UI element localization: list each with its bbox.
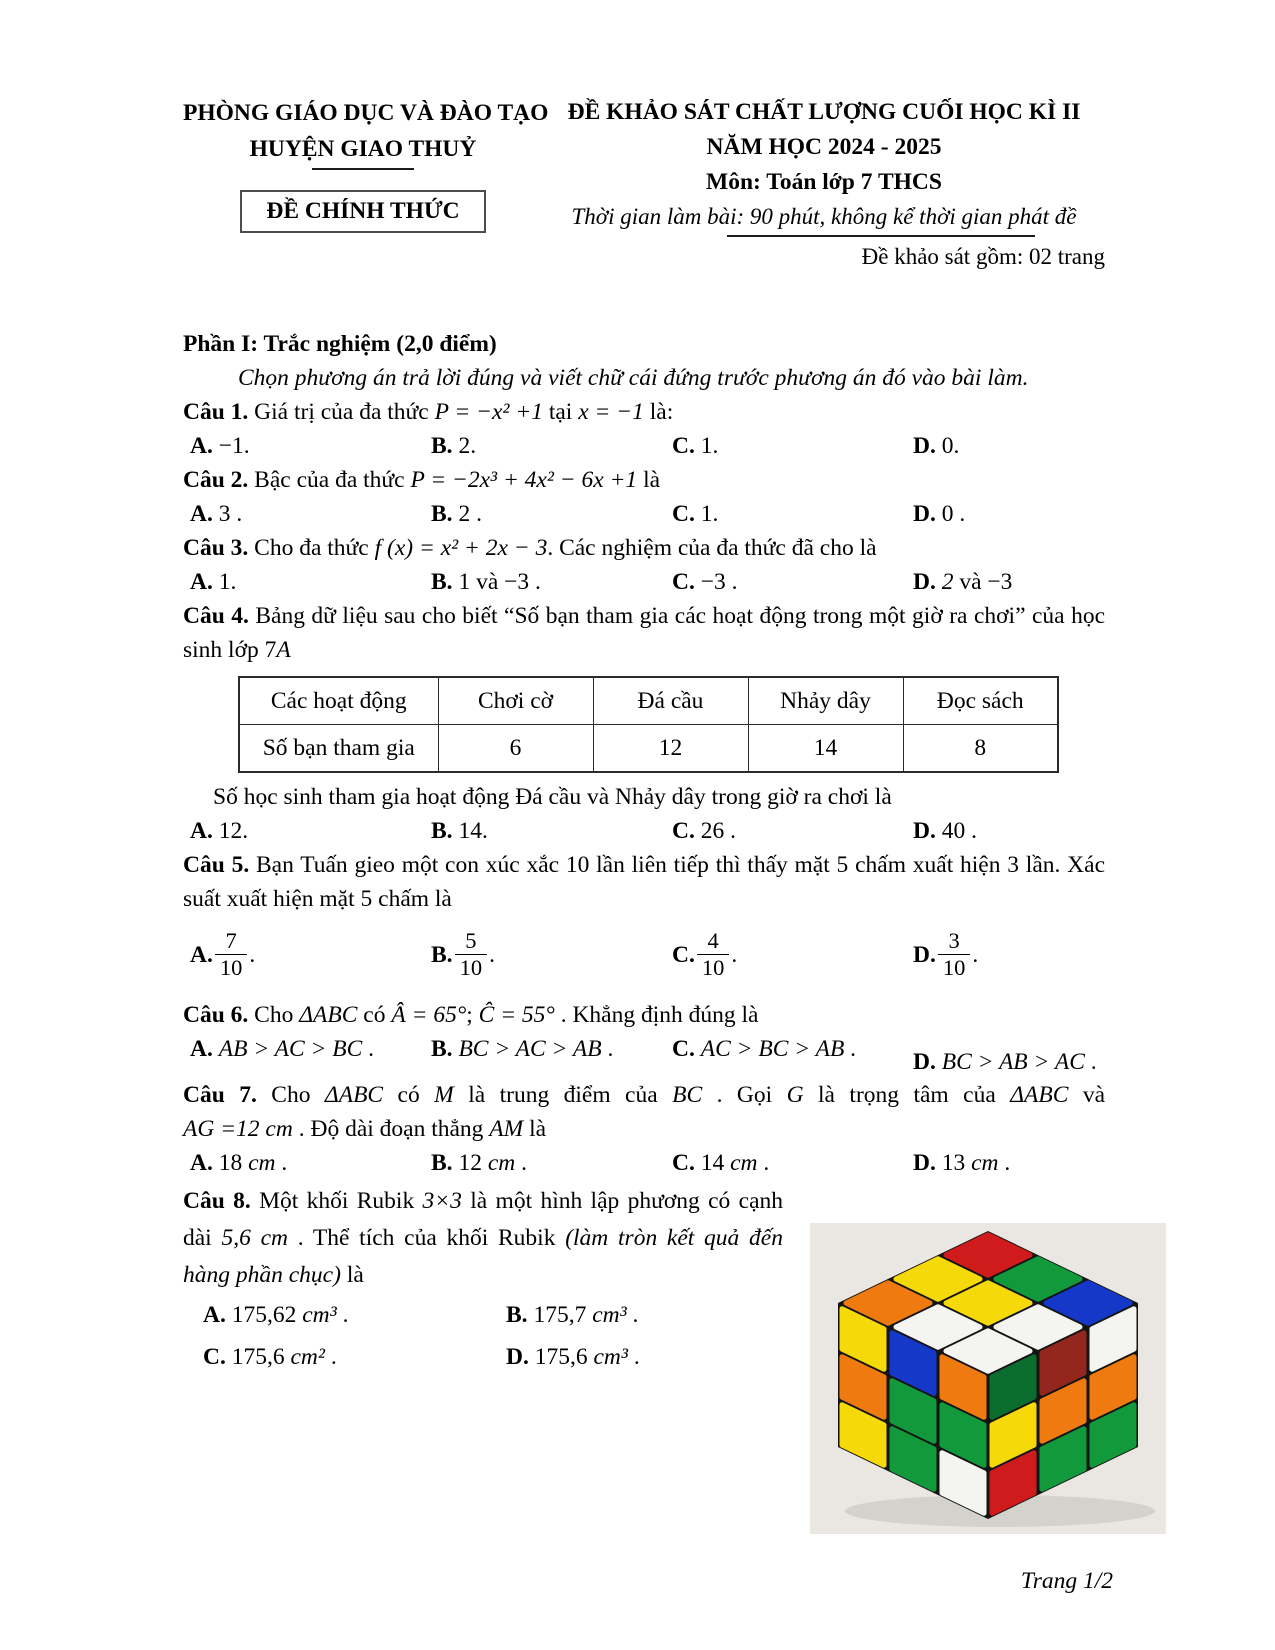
table-value-cell: 14 — [748, 725, 903, 773]
option-letter: B. — [431, 1036, 453, 1062]
option-letter: C. — [203, 1344, 226, 1370]
option-a: A. −1. — [190, 433, 250, 459]
math-expression: ΔABC — [1010, 1082, 1069, 1108]
fraction-numerator: 4 — [707, 927, 719, 953]
question-3 — [183, 531, 1105, 599]
question-6 — [183, 998, 1105, 1075]
question-4-label: Câu 4. — [183, 603, 249, 629]
option-letter: A. — [203, 1302, 226, 1328]
option-c: C. 26 . — [672, 818, 736, 844]
option-letter: C. — [672, 433, 695, 459]
question-8-label: Câu 8. — [183, 1188, 251, 1214]
district-name-underline — [312, 168, 414, 170]
subject-line: Môn: Toán lớp 7 THCS — [706, 169, 942, 195]
math-expression: AB > AC > BC — [218, 1036, 363, 1062]
math-expression: 5,6 cm — [221, 1225, 288, 1251]
option-letter: D. — [913, 1150, 936, 1176]
option-a: A. 1. — [190, 569, 237, 595]
option-c: C. AC > BC > AB . — [672, 1036, 857, 1062]
option-a: A. 12. — [190, 818, 249, 844]
option-c: C. 1. — [672, 433, 719, 459]
math-expression: cm³ — [593, 1344, 628, 1370]
rubik-cube-photo — [810, 1223, 1166, 1534]
part1-instruction: Chọn phương án trả lời đúng và viết chữ cái đứng trước phương án đó vào bài làm. — [238, 365, 1029, 391]
option-b: B. 2. — [431, 433, 477, 459]
option-d: D. $\frac{3}{10}$ . — [913, 927, 979, 980]
option-letter: B. — [431, 433, 453, 459]
question-4-line-1: Câu 4. Bảng dữ liệu sau cho biết “Số bạn tham gia các hoạt động trong một giờ ra chơi” của học — [183, 603, 1105, 629]
question-3-options — [183, 565, 1105, 599]
option-letter: D. — [913, 501, 936, 527]
option-d: D. 40 . — [913, 818, 977, 844]
option-c: C. $\frac{4}{10}$ . — [672, 927, 738, 980]
option-letter: D. — [913, 569, 936, 595]
math-expression: f (x) = x² + 2x − 3 — [374, 535, 548, 561]
option-letter: B. — [431, 941, 453, 968]
option-letter: D. — [913, 818, 936, 844]
option-c: C. 1. — [672, 501, 719, 527]
math-expression: G — [786, 1082, 804, 1108]
question-8-line-3: hàng phần chục) là — [183, 1262, 364, 1288]
math-expression: BC — [672, 1082, 703, 1108]
table-header-cell: Các hoạt động — [239, 677, 438, 725]
math-expression: P = −2x³ + 4x² − 6x +1 — [410, 467, 638, 493]
questions-list — [183, 395, 1105, 1534]
italic-text: (làm tròn kết quả đến — [565, 1225, 783, 1251]
option-d: D. 175,6 cm³ . — [506, 1344, 640, 1370]
question-4 — [183, 599, 1105, 848]
question-2-options — [183, 497, 1105, 531]
question-1 — [183, 395, 1105, 463]
question-5-line-2: suất xuất hiện mặt 5 chấm là — [183, 886, 452, 912]
question-8-text — [183, 1183, 783, 1534]
question-4-line-2: sinh lớp 7A — [183, 637, 291, 663]
option-letter: A. — [190, 1036, 213, 1062]
duration-line: Thời gian làm bài: 90 phút, không kể thời gian phát đề — [571, 204, 1077, 229]
math-expression: cm — [248, 1150, 276, 1176]
question-5-options — [183, 918, 1105, 994]
duration-underline — [727, 235, 1035, 237]
question-1-label: Câu 1. — [183, 399, 249, 425]
question-2-line-1: Câu 2. Bậc của đa thức P = −2x³ + 4x² − 6x +1 là — [183, 467, 661, 493]
question-4-subquestion: Số học sinh tham gia hoạt động Đá cầu và Nhảy dây trong giờ ra chơi là — [213, 784, 892, 810]
option-a: A. $\frac{7}{10}$ . — [190, 927, 256, 980]
math-expression: BC > AB > AC — [941, 1049, 1085, 1075]
option-d: D. 13 cm . — [913, 1150, 1011, 1176]
pages-note: Đề khảo sát gồm: 02 trang — [861, 244, 1105, 269]
option-letter: B. — [431, 501, 453, 527]
question-5 — [183, 848, 1105, 994]
table-value-cell: 12 — [593, 725, 748, 773]
activities-table — [238, 676, 1059, 773]
fraction-denominator: 10 — [215, 954, 248, 981]
question-8-options-row-1 — [183, 1294, 783, 1336]
math-expression: Â = 65° — [391, 1002, 467, 1028]
math-expression: AC > BC > AB — [700, 1036, 845, 1062]
option-a: A. 18 cm . — [190, 1150, 288, 1176]
question-6-label: Câu 6. — [183, 1002, 249, 1028]
math-expression: A — [276, 637, 291, 663]
question-8 — [183, 1183, 1105, 1534]
math-expression: M — [434, 1082, 454, 1108]
question-7-line-1: Câu 7. Cho ΔABC có M là trung điểm của BC . Gọi G là trọng tâm của ΔABC và — [183, 1082, 1105, 1108]
fraction-denominator: 10 — [697, 954, 730, 981]
question-7-options — [183, 1146, 1105, 1180]
question-7-label: Câu 7. — [183, 1082, 257, 1108]
math-expression: x = −1 — [578, 399, 644, 425]
question-5-line-1: Câu 5. Bạn Tuấn gieo một con xúc xắc 10 lần liên tiếp thì thấy mặt 5 chấm xuất hiện 3 lần. Xác — [183, 852, 1105, 878]
option-letter: D. — [913, 941, 936, 968]
question-8-line-2: dài 5,6 cm . Thể tích của khối Rubik (làm tròn kết quả đến — [183, 1225, 783, 1251]
option-b: B. BC > AC > AB . — [431, 1036, 614, 1062]
option-d: D. 2 và −3 — [913, 569, 1013, 595]
option-c: C. −3 . — [672, 569, 738, 595]
option-letter: C. — [672, 1036, 695, 1062]
option-letter: B. — [431, 569, 453, 595]
option-d: D. 0 . — [913, 501, 966, 527]
table-row-label: Số bạn tham gia — [239, 725, 438, 773]
option-letter: C. — [672, 501, 695, 527]
fraction-numerator: 5 — [465, 927, 477, 953]
option-d: D. 0. — [913, 433, 960, 459]
math-expression: ΔABC — [324, 1082, 384, 1108]
option-a: A. AB > AC > BC . — [190, 1036, 375, 1062]
question-7 — [183, 1078, 1105, 1180]
option-b: B. 2 . — [431, 501, 482, 527]
question-8-options-row-2 — [183, 1336, 783, 1378]
question-1-options — [183, 429, 1105, 463]
math-expression: AG =12 cm — [183, 1116, 293, 1142]
math-expression: cm — [487, 1150, 516, 1176]
option-letter: A. — [190, 501, 213, 527]
math-expression: cm³ — [302, 1302, 337, 1328]
table-header-cell: Chơi cờ — [438, 677, 593, 725]
option-letter: C. — [672, 818, 695, 844]
table-header-cell: Đá cầu — [593, 677, 748, 725]
district-name: HUYỆN GIAO THUỶ — [249, 136, 477, 162]
option-b: B. 175,7 cm³ . — [506, 1302, 639, 1328]
school-year: NĂM HỌC 2024 - 2025 — [706, 134, 942, 160]
option-letter: A. — [190, 941, 213, 968]
official-exam-badge: ĐỀ CHÍNH THỨC — [240, 190, 485, 233]
question-8-line-1: Câu 8. Một khối Rubik 3×3 là một hình lập phương có cạnh — [183, 1188, 783, 1214]
option-letter: B. — [431, 1150, 453, 1176]
question-4-options — [183, 814, 1105, 848]
option-b: B. 14. — [431, 818, 488, 844]
option-letter: D. — [913, 433, 936, 459]
option-a: A. 175,62 cm³ . — [203, 1302, 349, 1328]
option-letter: C. — [672, 1150, 695, 1176]
question-3-label: Câu 3. — [183, 535, 249, 561]
math-expression: cm³ — [592, 1302, 627, 1328]
fraction — [938, 928, 971, 981]
option-letter: A. — [190, 818, 213, 844]
department-name: PHÒNG GIÁO DỤC VÀ ĐÀO TẠO — [183, 100, 549, 126]
table-value-cell: 8 — [903, 725, 1058, 773]
header-right-column — [543, 95, 1105, 273]
question-2 — [183, 463, 1105, 531]
fraction — [215, 928, 248, 981]
fraction-denominator: 10 — [455, 954, 488, 981]
option-b: B. $\frac{5}{10}$ . — [431, 927, 495, 980]
fraction-numerator: 7 — [225, 927, 237, 953]
option-letter: B. — [431, 818, 453, 844]
fraction — [697, 928, 730, 981]
page-number: Trang 1/2 — [1020, 1568, 1113, 1594]
math-expression: cm² — [290, 1344, 325, 1370]
math-expression: cm — [730, 1150, 758, 1176]
question-5-label: Câu 5. — [183, 852, 250, 878]
math-expression: cm — [971, 1150, 999, 1176]
table-data-row — [239, 725, 1058, 773]
question-2-label: Câu 2. — [183, 467, 249, 493]
italic-text: hàng phần chục) — [183, 1262, 341, 1288]
fraction-numerator: 3 — [948, 927, 960, 953]
exam-title: ĐỀ KHẢO SÁT CHẤT LƯỢNG CUỐI HỌC KÌ II — [567, 99, 1081, 125]
option-letter: D. — [506, 1344, 529, 1370]
option-a: A. 3 . — [190, 501, 243, 527]
option-letter: D. — [913, 1049, 936, 1075]
option-letter: A. — [190, 433, 213, 459]
table-value-cell: 6 — [438, 725, 593, 773]
table-header-row — [239, 677, 1058, 725]
question-7-line-2: AG =12 cm . Độ dài đoạn thẳng AM là — [183, 1116, 547, 1142]
question-6-options — [183, 1032, 1105, 1075]
math-expression: 2 — [941, 569, 954, 595]
math-expression: P = −x² +1 — [434, 399, 543, 425]
question-6-line-1: Câu 6. Cho ΔABC có Â = 65°; Ĉ = 55° . Khẳng định đúng là — [183, 1002, 759, 1028]
math-expression: AM — [489, 1116, 524, 1142]
rubik-cube-figure — [810, 1223, 1166, 1534]
question-3-line-1: Câu 3. Cho đa thức f (x) = x² + 2x − 3. Các nghiệm của đa thức đã cho là — [183, 535, 877, 561]
option-b: B. 1 và −3 . — [431, 569, 541, 595]
option-letter: B. — [506, 1302, 528, 1328]
option-letter: C. — [672, 941, 695, 968]
option-letter: A. — [190, 1150, 213, 1176]
math-expression: ΔABC — [299, 1002, 358, 1028]
option-letter: C. — [672, 569, 695, 595]
part1-heading: Phần I: Trắc nghiệm (2,0 điểm) — [183, 331, 497, 357]
math-expression: 3×3 — [422, 1188, 462, 1214]
header-left-column — [183, 95, 549, 273]
exam-header — [183, 95, 1105, 273]
fraction-denominator: 10 — [938, 954, 971, 981]
option-c: C. 14 cm . — [672, 1150, 770, 1176]
math-expression: Ĉ = 55° — [478, 1002, 555, 1028]
question-1-line-1: Câu 1. Giá trị của đa thức P = −x² +1 tại x = −1 là: — [183, 399, 674, 425]
math-expression: BC > AC > AB — [458, 1036, 602, 1062]
option-letter: A. — [190, 569, 213, 595]
table-header-cell: Nhảy dây — [748, 677, 903, 725]
option-b: B. 12 cm . — [431, 1150, 527, 1176]
option-c: C. 175,6 cm² . — [203, 1344, 337, 1370]
table-header-cell: Đọc sách — [903, 677, 1058, 725]
fraction — [455, 928, 488, 981]
option-d: D. BC > AB > AC . — [913, 1049, 1097, 1075]
